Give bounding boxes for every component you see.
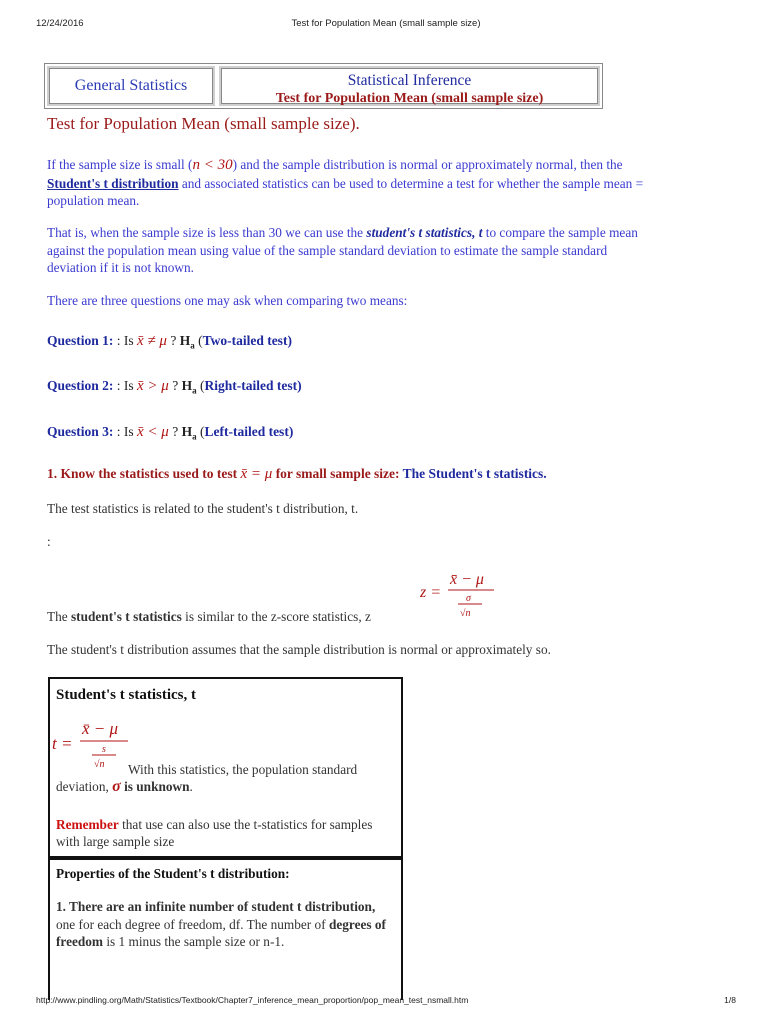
t-s: s [102,744,106,755]
t-distribution-properties-box [48,858,403,1000]
t-stat-paragraph [47,224,657,277]
banner-topic-line1[interactable]: Statistical Inference [347,72,472,89]
question-prefix: : Is [113,378,138,393]
paren-close: ) [288,424,294,439]
properties-heading: Properties of the Student's t distribution: [56,866,290,881]
question-label: Question 3: [47,424,114,439]
students-t-distribution-link[interactable]: Student's t distribution [47,175,179,191]
z-formula [420,570,500,626]
print-footer [36,995,736,1009]
t-statistics-box [48,677,403,858]
n-less-30-math: n < 30 [192,157,233,173]
print-title: Test for Population Mean (small sample size) [291,18,481,29]
paren-open: ( [196,378,205,393]
remember-text [56,816,391,850]
question-label: Question 2: [47,378,114,393]
property-1-text-b: is 1 minus the sample size or n-1. [103,934,285,949]
test-stats-text: The test statistics is related to the student's t distribution, t. [47,501,359,516]
section-1-heading [47,466,547,483]
question-1 [47,333,292,351]
print-page-number: 1/8 [724,995,736,1005]
assumes-text: The student's t distribution assumes that the sample distribution is normal or approximately so. [47,642,551,657]
similar-text-b: is similar to the z-score statistics, z [181,609,371,624]
population-sd-text [56,761,391,795]
print-url: http://www.pindling.org/Math/Statistics/Textbook/Chapter7_inference_mean_proportion/pop_mean_test_nsmall.htm [36,995,469,1005]
hypothesis-math: x̄ ≠ μ [137,333,167,349]
property-1-text-a: one for each degree of freedom, df. The number of [56,916,329,932]
intro-text-c: and associated statistics can be used to determine a test for whether the sample mean = population mean. [47,175,644,208]
banner-table [44,63,603,109]
question-mark: ? [168,424,182,439]
hypothesis-math: x̄ < μ [137,424,169,440]
z-lhs: z = [420,584,442,601]
paren-open: ( [194,333,203,348]
intro-text-a: If the sample size is small ( [47,157,193,172]
property-1-bold: 1. There are an infinite number of student t distribution, [56,899,376,914]
ha-label: $H_a$ [179,333,195,351]
section1-math: x̄ = μ [240,466,273,482]
test-type: Left-tailed test [204,424,289,439]
t-sqrt-n: √n [94,759,105,770]
similar-text [47,609,371,625]
three-questions-text: There are three questions one may ask when comparing two means: [47,293,408,308]
paren-open: ( [196,424,205,439]
banner-topic [219,66,600,106]
remember-label: Remember [56,817,119,832]
print-header [36,18,736,32]
t-lhs: t = [52,734,73,753]
banner-general-statistics[interactable]: General Statistics [47,66,215,106]
question-2 [47,378,302,396]
z-sqrt-n: √n [460,608,471,619]
tstat-text-b: to compare the sample mean against the population mean using value of the sample standard deviation to estimate the sample standard deviation if it is not known. [47,225,638,275]
similar-strong: student's t statistics [71,609,182,624]
section1-text-a: 1. Know the statistics used to test [47,466,241,481]
question-mark: ? [168,378,182,393]
t-numerator: x̄ − μ [82,719,119,738]
page-heading: Test for Population Mean (small sample size). [47,114,360,133]
paren-close: ) [287,333,292,348]
t-statistics-heading: Student's t statistics, t [56,687,197,703]
paren-close: ) [297,378,302,393]
section1-text-b: for small sample size: [272,466,403,481]
similar-text-a: The [47,609,71,624]
question-prefix: : Is [113,424,138,439]
ha-label: $H_a$ [181,378,197,396]
z-numerator: x̄ − μ [450,571,484,588]
sigma-symbol: σ [112,778,121,795]
test-type: Two-tailed test [202,333,288,348]
box1-dot: . [189,779,193,794]
question-label: Question 1: [47,333,114,348]
property-1-text [56,898,391,951]
intro-paragraph [47,156,657,210]
ha-label: $H_a$ [181,424,197,442]
hypothesis-math: x̄ > μ [137,378,169,394]
banner-topic-line2: Test for Population Mean (small sample size) [275,91,544,106]
degrees-of-freedom-bold: degrees of freedom [56,916,386,949]
print-date: 12/24/2016 [36,18,84,29]
question-3 [47,424,293,442]
question-prefix: : Is [113,333,138,348]
colon-text: : [47,534,51,549]
section1-text-c: The Student's t statistics. [402,466,547,481]
box1-line1: With this statistics, the population standard deviation, [56,762,358,794]
test-type: Right-tailed test [204,378,298,393]
z-sigma: σ [466,593,471,604]
box1-line2: that use can also use the t-statistics for samples with large sample size [56,817,373,849]
question-mark: ? [166,333,180,348]
tstat-text-a: That is, when the sample size is less than 30 we can use the [47,225,367,240]
tstat-strong: student's t statistics, t [366,225,483,240]
is-unknown-text: is unknown [120,779,190,794]
intro-text-b: ) and the sample distribution is normal or approximately normal, then the [232,157,623,172]
